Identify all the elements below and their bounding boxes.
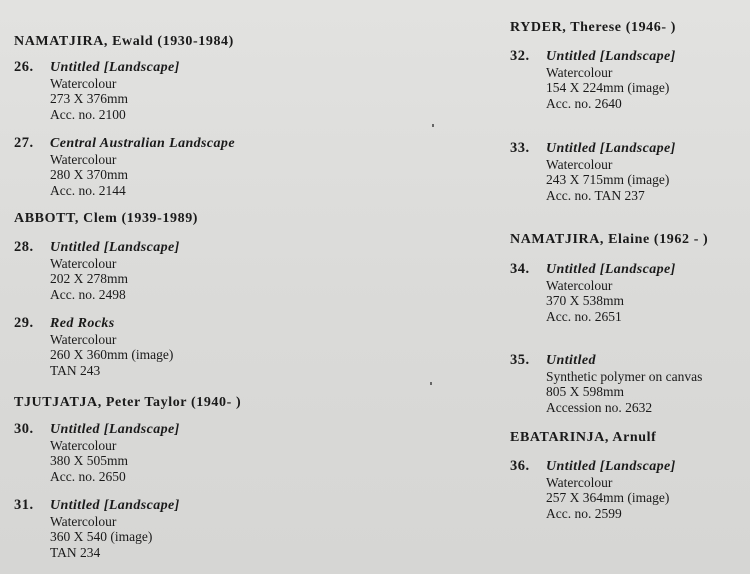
entry-accession: Acc. no. 2651 [546,308,622,324]
catalogue-entry [510,49,676,111]
entry-medium: Watercolour [546,156,613,172]
entry-number: 33. [510,140,530,156]
entry-title: Untitled [Landscape] [546,141,676,156]
entry-medium: Watercolour [546,277,613,293]
catalogue-entry [510,141,676,203]
entry-dimensions: 243 X 715mm (image) [546,172,670,187]
entry-number: 32. [510,48,530,64]
catalogue-entry [510,353,702,415]
entry-title: Untitled [Landscape] [50,60,180,75]
artist-heading: TJUTJATJA, Peter Taylor (1940- ) [14,395,242,410]
catalogue-entry [14,60,180,122]
entry-accession: Acc. no. 2498 [50,286,126,302]
scan-speck [430,382,432,385]
entry-medium: Watercolour [50,437,117,453]
entry-accession: Acc. no. TAN 237 [546,187,645,203]
entry-title: Untitled [Landscape] [546,49,676,64]
entry-medium: Watercolour [50,75,117,91]
entry-number: 31. [14,497,34,513]
catalogue-entry [14,316,173,378]
entry-accession: Accession no. 2632 [546,399,653,415]
entry-dimensions: 370 X 538mm [546,293,625,308]
entry-accession: Acc. no. 2650 [50,468,126,484]
entry-number: 35. [510,352,530,368]
entry-medium: Watercolour [546,64,613,80]
catalogue-entry [14,240,180,302]
entry-number: 27. [14,135,34,151]
entry-accession: Acc. no. 2640 [546,95,622,111]
entry-number: 28. [14,239,34,255]
entry-medium: Watercolour [546,474,613,490]
scan-speck [432,124,434,127]
entry-medium: Watercolour [50,331,117,347]
artist-heading: RYDER, Therese (1946- ) [510,20,676,35]
entry-title: Central Australian Landscape [50,136,235,151]
entry-dimensions: 380 X 505mm [50,453,129,468]
entry-dimensions: 154 X 224mm (image) [546,80,670,95]
catalogue-entry [14,136,235,198]
entry-title: Untitled [546,353,596,368]
entry-medium: Synthetic polymer on canvas [546,368,703,384]
entry-accession: Acc. no. 2144 [50,182,126,198]
entry-accession: TAN 234 [50,544,101,560]
entry-medium: Watercolour [50,513,117,529]
entry-dimensions: 360 X 540 (image) [50,529,153,544]
entry-dimensions: 805 X 598mm [546,384,625,399]
entry-number: 34. [510,261,530,277]
entry-number: 29. [14,315,34,331]
catalogue-entry [510,459,676,521]
artist-heading: NAMATJIRA, Ewald (1930-1984) [14,34,234,49]
artist-heading: ABBOTT, Clem (1939-1989) [14,211,199,226]
catalogue-entry [14,498,180,560]
entry-dimensions: 202 X 278mm [50,271,129,286]
entry-title: Untitled [Landscape] [546,459,676,474]
entry-title: Untitled [Landscape] [546,262,676,277]
entry-accession: Acc. no. 2100 [50,106,126,122]
catalogue-entry [14,422,180,484]
entry-dimensions: 273 X 376mm [50,91,129,106]
entry-dimensions: 260 X 360mm (image) [50,347,174,362]
artist-heading: NAMATJIRA, Elaine (1962 - ) [510,232,709,247]
entry-medium: Watercolour [50,255,117,271]
entry-number: 36. [510,458,530,474]
catalogue-entry [510,262,676,324]
entry-title: Red Rocks [50,316,115,331]
artist-heading: EBATARINJA, Arnulf [510,430,657,445]
entry-number: 26. [14,59,34,75]
entry-number: 30. [14,421,34,437]
entry-accession: Acc. no. 2599 [546,505,622,521]
entry-dimensions: 257 X 364mm (image) [546,490,670,505]
entry-accession: TAN 243 [50,362,101,378]
entry-title: Untitled [Landscape] [50,422,180,437]
entry-dimensions: 280 X 370mm [50,167,129,182]
entry-title: Untitled [Landscape] [50,498,180,513]
entry-medium: Watercolour [50,151,117,167]
entry-title: Untitled [Landscape] [50,240,180,255]
